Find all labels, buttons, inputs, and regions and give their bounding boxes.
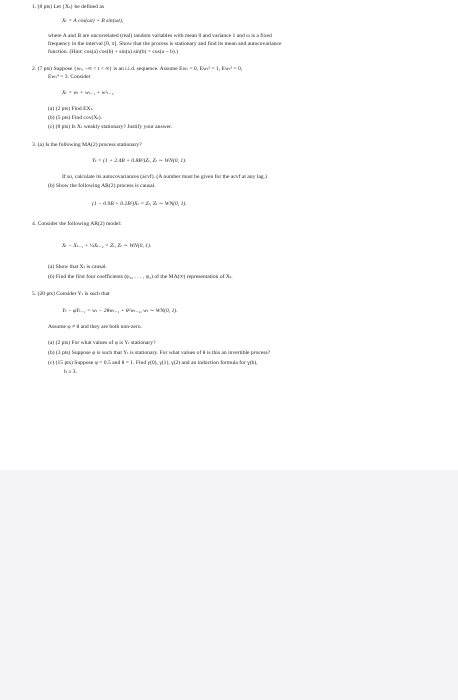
text-line-p3-head: 3. (a) Is the following MA(2) process stationary?	[32, 142, 142, 148]
text-line-p3-eq2: (1 − 0.9B + 0.2B²)Xₜ = Zₜ, Zₜ ∼ WN(0, 1).	[92, 201, 187, 207]
text-line-p5-eq: Yₜ − φYₜ₋₁ = wₜ − 2θwₜ₋₁ + θ²wₜ₋₂, wₜ ∼ WN(0, 1).	[62, 308, 178, 314]
text-line-p5-a: (a) (2 pts) For what values of φ is Yₜ stationary?	[48, 340, 156, 346]
text-line-p1-eq: Xₜ = A cos(ωt) + B sin(ωt),	[62, 18, 124, 24]
text-line-p5-t1: Assume φ ≠ θ and they are both non-zero.	[48, 324, 142, 330]
text-line-p2-eq: Xₜ = wₜ + wₜ₋₁ + w²ₜ₋₁.	[62, 90, 115, 96]
text-line-p2-b: (b) (5 pts) Find cov(Xₜ).	[48, 115, 103, 121]
text-line-p4-b: (b) Find the first four coefficients (ψ₀, . . . , ψ₃) of the MA(∞) representation of Xₜ.	[48, 274, 233, 280]
empty-gray-area	[0, 470, 458, 700]
text-line-p4-eq: Xₜ − Xₜ₋₁ + ¼Xₜ₋₂ = Zₜ, Zₜ ∼ WN(0, 1).	[62, 243, 152, 249]
text-line-p1-t2: frequency in the interval [0, π]. Show that the process is stationary and find its mean and autocovariance	[48, 41, 282, 47]
text-line-p1-head: 1. (8 pts) Let {Xₜ} be defined as	[32, 4, 104, 10]
text-line-p2-c: (c) (8 pts) Is Xₜ weakly stationary? Justify your answer.	[48, 124, 173, 130]
text-line-p2-h2: Ewₜ⁴ = 3. Consider	[48, 74, 91, 80]
text-line-p5-c: (c) (15 pts) Suppose φ = 0.5 and θ = 1. Find γ(0), γ(1), γ(2) and an induction formula for γ(h),	[48, 360, 258, 366]
text-line-p3-t1: If so, calculate its autocovariances (acvf). (A number must be given for the acvf at any lag.)	[62, 174, 267, 180]
text-line-p5-c2: h ≥ 3.	[64, 369, 77, 375]
text-line-p4-a: (a) Show that Xₜ is causal.	[48, 264, 107, 270]
text-line-p1-t1: where A and B are uncorrelated (real) random variables with mean 0 and variance 1 and ω is a fixed	[48, 33, 272, 39]
text-line-p2-a: (a) (2 pts) Find EXₜ.	[48, 106, 94, 112]
text-line-p3-eq1: Yₜ = (1 + 2.4B + 0.8B²)Zₜ, Zₜ ∼ WN(0, 1).	[92, 158, 187, 164]
text-line-p3-b: (b) Show the following AR(2) process is causal.	[48, 183, 156, 189]
text-line-p5-b: (b) (3 pts) Suppose φ is such that Yₜ is stationary. For what values of θ is this an invertible process?	[48, 350, 271, 356]
text-line-p4-head: 4. Consider the following AR(2) model:	[32, 221, 122, 227]
text-line-p5-head: 5. (20 pts) Consider Yₜ is such that	[32, 291, 110, 297]
text-line-p1-t3: function. (Hint: cos(a) cos(b) + sin(a) sin(b) = cos(a − b).)	[48, 49, 179, 55]
text-line-p2-head: 2. (7 pts) Suppose {wₜ, −∞ < t < ∞} is an i.i.d. sequence. Assume Ewₜ = 0, Ewₜ² = 1, Ewₜ³ = 0,	[32, 66, 243, 72]
